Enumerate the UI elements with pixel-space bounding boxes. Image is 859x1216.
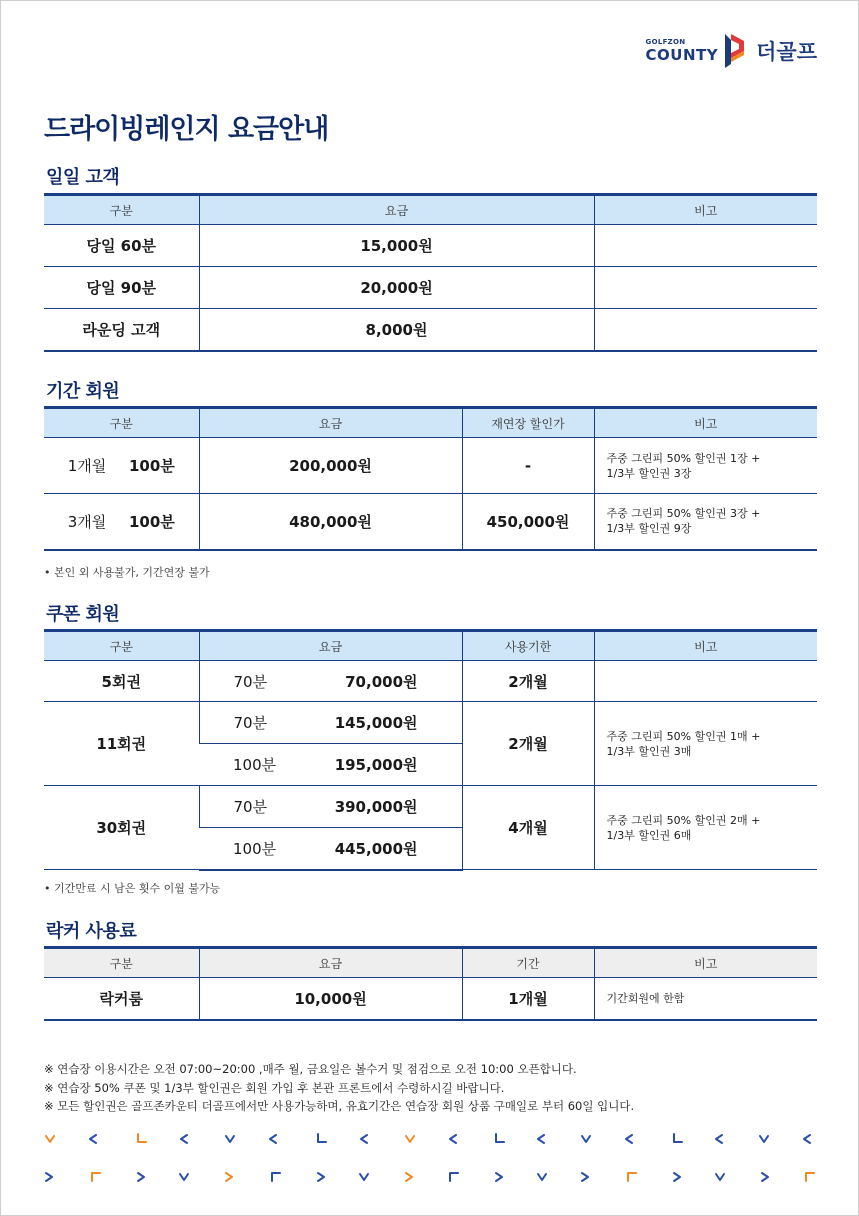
period-table: [44, 406, 817, 551]
period-minutes: 100분: [129, 512, 175, 531]
locker-section-title: 락커 사용료: [46, 921, 137, 942]
row-note: [594, 267, 817, 309]
price-sub-row: [200, 671, 462, 692]
price-sub-row: [200, 796, 462, 817]
row-label: [44, 438, 199, 494]
header-cell: 기간: [462, 948, 594, 978]
daily-table: [44, 193, 817, 352]
table-row: [44, 494, 817, 550]
logo-wordmark: [646, 39, 719, 63]
sub-minutes: 70분: [233, 672, 268, 691]
sub-price: 390,000원: [334, 798, 418, 816]
sub-minutes: 70분: [233, 714, 268, 732]
notice-line: ※ 연습장 이용시간은 오전 07:00~20:00 ,매주 월, 금요일은 볼수거 및 점검으로 오전 10:00 오픈합니다.: [44, 1062, 577, 1076]
header-cell: 비고: [594, 948, 817, 978]
price-sub-row: [199, 838, 462, 859]
row-price: 8,000원: [199, 309, 594, 351]
row-label: 라운딩 고객: [44, 309, 199, 351]
row-note: [594, 494, 817, 550]
sub-price: 145,000원: [334, 714, 418, 732]
golfzon-county-logo: [646, 30, 817, 72]
header-cell: 요금: [199, 195, 594, 225]
table-header-row: [44, 195, 817, 225]
bottom-notes: [44, 1060, 634, 1116]
logo-small-text: GOLFZON: [645, 38, 686, 46]
row-label: 11회권: [44, 702, 199, 786]
header-cell: 구분: [44, 408, 199, 438]
row-price-group: [199, 661, 462, 702]
notice-line: ※ 모든 할인권은 골프존카운티 더골프에서만 사용가능하며, 유효기간은 연습장 회원 상품 구매일로 부터 60일 입니다.: [44, 1099, 635, 1113]
row-renew-price: 450,000원: [462, 494, 594, 550]
row-period: 2개월: [462, 702, 594, 786]
table-row: [44, 661, 817, 702]
row-price: 15,000원: [199, 225, 594, 267]
note-line: 1/3부 할인권 9장: [606, 522, 692, 536]
table-row: [44, 786, 817, 828]
header-cell: 요금: [199, 948, 462, 978]
period-months: 3개월: [67, 512, 107, 531]
header-cell: 구분: [44, 948, 199, 978]
decorative-arrow-pattern: [40, 1125, 820, 1195]
logo-mark-icon: [722, 30, 748, 72]
row-note: [594, 702, 817, 786]
logo-big-text: COUNTY: [645, 46, 719, 64]
row-price-group: [199, 744, 462, 786]
price-sub-row: [200, 712, 462, 733]
sub-minutes: 100분: [233, 756, 277, 774]
coupon-section-title: 쿠폰 회원: [46, 604, 120, 625]
note-line: 주중 그린피 50% 할인권 1장 +: [606, 451, 761, 465]
coupon-footnote: • 기간만료 시 남은 횟수 이월 불가능: [44, 882, 221, 895]
row-price-group: [199, 828, 462, 870]
table-row: [44, 702, 817, 744]
row-period: 4개월: [462, 786, 594, 870]
row-period: 1개월: [462, 978, 594, 1020]
row-price: 10,000원: [199, 978, 462, 1020]
notice-line: ※ 연습장 50% 쿠폰 및 1/3부 할인권은 회원 가입 후 본관 프론트에서 수령하시길 바랍니다.: [44, 1080, 505, 1095]
row-label: [44, 494, 199, 550]
row-note: [594, 225, 817, 267]
header-cell: 재연장 할인가: [462, 408, 594, 438]
row-note: [594, 786, 817, 870]
row-note: [594, 309, 817, 351]
row-price: 480,000원: [199, 494, 462, 550]
row-price-group: [199, 702, 462, 744]
header-cell: 구분: [44, 631, 199, 661]
note-line: 1/3부 할인권 3장: [606, 466, 692, 480]
table-header-row: [44, 948, 817, 978]
table-row: [44, 438, 817, 494]
header-cell: 요금: [199, 408, 462, 438]
table-header-row: [44, 631, 817, 661]
period-months: 1개월: [67, 457, 107, 475]
header-cell: 비고: [594, 631, 817, 661]
row-note: [594, 438, 817, 494]
table-row: [44, 309, 817, 351]
sub-price: 445,000원: [334, 839, 418, 858]
table-row: [44, 978, 817, 1020]
row-label: 5회권: [44, 661, 199, 702]
note-line: 1/3부 할인권 3매: [606, 744, 692, 758]
sub-minutes: 70분: [233, 798, 268, 816]
row-price: 200,000원: [199, 438, 462, 494]
logo-korean-text: 더골프: [756, 40, 817, 64]
row-label: 당일 90분: [44, 267, 199, 309]
row-label: 당일 60분: [44, 225, 199, 267]
header-cell: 비고: [594, 195, 817, 225]
period-footnote: • 본인 외 사용불가, 기간연장 불가: [44, 566, 210, 579]
period-minutes: 100분: [129, 457, 175, 475]
row-renew-price: -: [462, 438, 594, 494]
note-line: 주중 그린피 50% 할인권 3장 +: [606, 507, 761, 521]
period-section-title: 기간 회원: [46, 381, 120, 402]
note-line: 1/3부 할인권 6매: [606, 828, 692, 842]
row-price-group: [199, 786, 462, 828]
row-note: [594, 661, 817, 702]
header-cell: 비고: [594, 408, 817, 438]
row-note: 기간회원에 한함: [594, 978, 817, 1020]
note-line: 주중 그린피 50% 할인권 2매 +: [606, 813, 761, 827]
table-row: [44, 225, 817, 267]
table-header-row: [44, 408, 817, 438]
coupon-table: [44, 629, 817, 871]
sub-price: 195,000원: [334, 756, 418, 774]
daily-section-title: 일일 고객: [46, 167, 120, 188]
header-cell: 구분: [44, 195, 199, 225]
price-sub-row: [199, 754, 462, 775]
row-label: 30회권: [44, 786, 199, 870]
row-period: 2개월: [462, 661, 594, 702]
header-cell: 사용기한: [462, 631, 594, 661]
sub-price: 70,000원: [345, 672, 418, 691]
note-line: 주중 그린피 50% 할인권 1매 +: [606, 729, 761, 743]
row-label: 락커룸: [44, 978, 199, 1020]
row-price: 20,000원: [199, 267, 594, 309]
page-title: 드라이빙레인지 요금안내: [44, 114, 329, 145]
sub-minutes: 100분: [233, 839, 277, 858]
locker-table: [44, 946, 817, 1021]
table-row: [44, 267, 817, 309]
header-cell: 요금: [199, 631, 462, 661]
